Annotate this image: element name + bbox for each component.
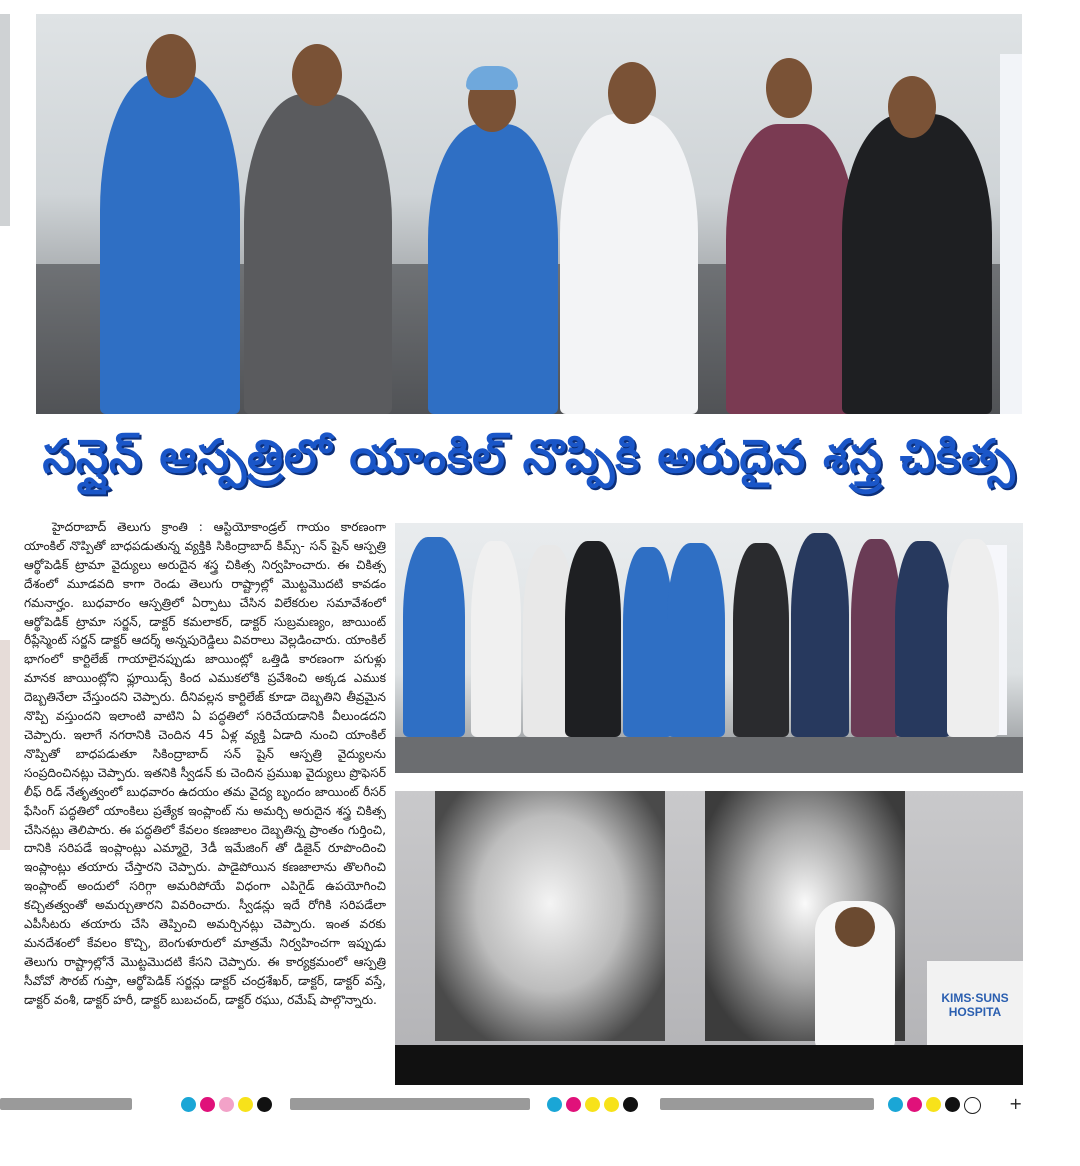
audience-heads xyxy=(395,1045,1023,1085)
print-color-dot xyxy=(566,1097,581,1112)
hospital-sign-line2: HOSPITA xyxy=(948,1005,1002,1019)
print-color-dot xyxy=(623,1097,638,1112)
print-color-dot xyxy=(257,1097,272,1112)
person-vest xyxy=(244,94,392,414)
person-head xyxy=(888,76,936,138)
person-white-coat xyxy=(560,114,698,414)
print-color-dot xyxy=(219,1097,234,1112)
print-color-dot xyxy=(547,1097,562,1112)
surgical-cap xyxy=(466,66,518,90)
print-color-dot xyxy=(907,1097,922,1112)
print-color-dot xyxy=(926,1097,941,1112)
article-body: హైదరాబాద్ తెలుగు క్రాంతి : ఆస్టియోకాండ్రల్ గాయం కారణంగా యాంకిల్ నొప్పితో బాధపడుతున్న వ్యక్తికి సికింద్రాబాద్ కిమ్స్- సన్ షైన్ ఆస్పత్రి ఆర్థోపెడిక్ ట్రామా వైద్యులు అరుదైన శస్త్ర చికిత్స నిర్వహించారు. ఈ చికిత్స దేశంలో మూడవది కాగా రెండు తెలుగు రాష్ట్రాల్లో మొట్టమొదటి కావడం గమనార్హం. బుధవారం ఆస్పత్రిలో ఏర్పాటు చేసిన విలేకరుల సమావేశంలో ఆర్థోపెడిక్ ట్రామా సర్జన్, డాక్టర్ కమలాకర్, డాక్టర్ సుబ్రమణ్యం, జాయింట్ రీప్లేస్మెంట్ సర్జన్ డాక్టర్ ఆదర్శ్ అన్నపురెడ్డిలు వివరాలు వెల్లడించారు. యాంకిల్ భాగంలో కార్టిలేజ్ గాయాలైనప్పుడు జాయింట్లో ఒత్తిడి కారణంగా పగుళ్లు మానక జాయింట్లోని ఫ్లూయిడ్స్ కింద ఎముకలోకి ప్రవేశించి అక్కడ ఎముక దెబ్బతినేలా చేస్తుందని చెప్పారు. దీనివల్లన కార్టిలేజ్ కూడా దెబ్బతిని తీవ్రమైన నొప్పి వస్తుందని ఇలాంటి వాటిని ఏ పద్ధతిలో సరిచేయడానికి వీలుండదని చెప్పారు. ఇలాగే నగరానికి చెందిన 45 ఏళ్ల వ్యక్తి ఏడాది నుంచి యాంకిల్ నొప్పితో బాధపడుతూ సికింద్రాబాద్ సన్ షైన్ ఆస్పత్రి వైద్యులను సంప్రదించినట్లు చెప్పారు. ఇతనికి స్వీడన్ కు చెందిన ప్రముఖ వైద్యులు ప్రొఫెసర్ లీఫ్ రిడ్ నేతృత్వంలో బుధవారం ఉదయం తమ వైద్య బృందం జాయింట్ రీసర్ ఫేసింగ్ పద్ధతిలో యాంకిలు ప్రత్యేక ఇంప్లాంట్ ను అమర్చి అరుదైన శస్త్ర చికిత్స చేసినట్లు తెలిపారు. ఈ పద్ధతిలో కేవలం కణజాలం దెబ్బతిన్న ప్రాంతం గుర్తించి, దానికి సరిపడే ఇంప్లాంట్లు ఎమ్మారై, 3డీ ఇమేజింగ్ తో డిజైన్ రూపొందించి ఇంప్లాంట్లు తయారు చేస్తారని చెప్పారు. పాడైపోయిన కణజాలాను తొలగించి ఇంప్లాంట్ అందులో సరిగ్గా అమరిపోయే విధంగా ఎపిగైడ్ ఉపయోగించి కచ్చితత్వంతో అమర్చుతారని వివరించారు. స్వీడన్లు ఇదే రోగికి సరిపడేలా ఎపీసీటరు తయారు చేసి తెప్పించి అమర్చినట్లు చెప్పారు. ఇంత వరకు మనదేశంలో కేవలం కొచ్చి, బెంగుళూరులో మాత్రమే నిర్వహించగా ఇప్పుడు తెలుగు రాష్ట్రాల్లోనే మొట్టమొదటి కేసని చెప్పారు. ఈ కార్యక్రమంలో ఆస్పత్రి సీవోవో సౌరబ్ గుప్తా, ఆర్థోపెడిక్ సర్జన్లు డాక్టర్ చంద్రశేఖర్, డాక్టర్, డాక్టర్ వస్తే, డాక్టర్ వంశీ, డాక్టర్ హరీ, డాక్టర్ బుబచంద్, డాక్టర్ రఘు, రమేష్ పాల్గొన్నారు. xyxy=(24,520,386,1007)
top-photo xyxy=(36,14,1022,414)
person-checked-shirt xyxy=(726,124,856,414)
print-color-dot xyxy=(181,1097,196,1112)
print-color-dot xyxy=(945,1097,960,1112)
person-scrubs xyxy=(623,547,673,737)
adjacent-clipping-edge xyxy=(0,640,10,850)
person-suit xyxy=(895,541,951,737)
person xyxy=(947,539,999,737)
print-bar xyxy=(660,1098,874,1110)
person-suit xyxy=(733,543,789,737)
print-color-dot xyxy=(888,1097,903,1112)
person-black-shirt xyxy=(842,114,992,414)
hospital-sign-line1: KIMS·SUNS xyxy=(941,991,1009,1005)
person xyxy=(851,539,901,737)
person-scrubs xyxy=(403,537,465,737)
person-scrubs xyxy=(100,74,240,414)
xray-left xyxy=(435,791,665,1041)
print-color-dot xyxy=(200,1097,215,1112)
person-head xyxy=(146,34,196,98)
print-bar xyxy=(290,1098,530,1110)
headline: సన్షైన్ ఆస్పత్రిలో యాంకిల్ నొప్పికి అరుదైన శస్త్ర చికిత్స xyxy=(42,429,1016,483)
adjacent-clipping-edge xyxy=(0,14,10,226)
person-scrubs xyxy=(667,543,725,737)
person-head xyxy=(608,62,656,124)
group-photo xyxy=(395,523,1023,773)
stage-floor xyxy=(395,737,1023,773)
person xyxy=(565,541,621,737)
print-color-dot xyxy=(585,1097,600,1112)
print-bar xyxy=(0,1098,132,1110)
person xyxy=(471,541,521,737)
plus-icon: + xyxy=(1009,1094,1023,1113)
print-color-dot xyxy=(238,1097,253,1112)
person-head xyxy=(292,44,342,106)
banner-edge xyxy=(1000,54,1022,414)
print-color-dot xyxy=(964,1097,981,1114)
person-head xyxy=(766,58,812,118)
person-scrubs xyxy=(428,124,558,414)
print-color-dot xyxy=(604,1097,619,1112)
presenter-head xyxy=(835,907,875,947)
person-suit xyxy=(791,533,849,737)
xray-presentation-photo xyxy=(395,791,1023,1085)
